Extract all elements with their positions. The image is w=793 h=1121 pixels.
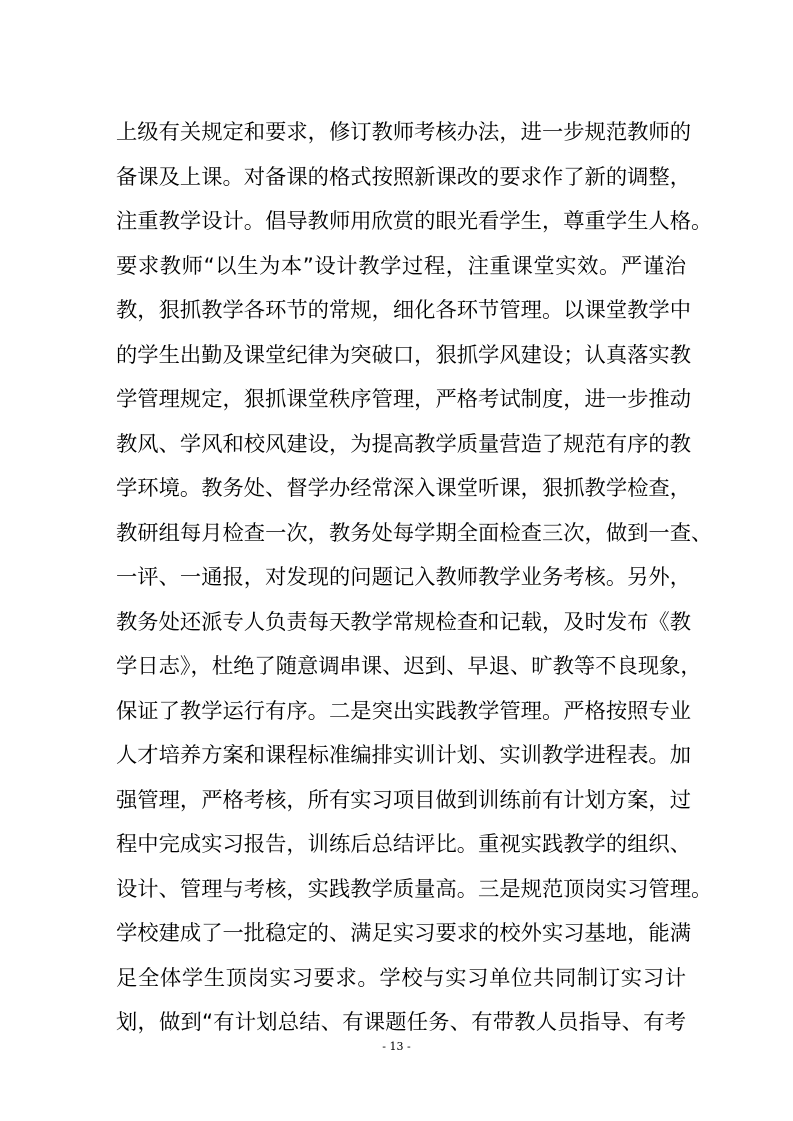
text-line: 学环境。教务处、督学办经常深入课堂听课，狠抓教学检查， (116, 476, 692, 501)
text-line: 保证了教学运行有序。二是突出实践教学管理。严格按照专业 (116, 698, 692, 724)
text-line: 上级有关规定和要求，修订教师考核办法，进一步规范教师的 (116, 120, 692, 145)
text-line: 学管理规定，狠抓课堂秩序管理，严格考试制度，进一步推动 (116, 387, 692, 412)
text-line: 要求教师“以生为本”设计教学过程，注重课堂实效。严谨治 (116, 253, 686, 279)
text-line: 学校建成了一批稳定的、满足实习要求的校外实习基地，能满 (116, 921, 692, 946)
text-line: 备课及上课。对备课的格式按照新课改的要求作了新的调整， (116, 164, 692, 190)
page-number: - 13 - (382, 1040, 411, 1053)
text-line: 程中完成实习报告，训练后总结评比。重视实践教学的组织、 (116, 832, 692, 857)
text-line: 的学生出勤及课堂纪律为突破口，狠抓学风建设；认真落实教 (116, 342, 692, 368)
text-line: 学日志》，杜绝了随意调串课、迟到、早退、旷教等不良现象， (116, 654, 702, 679)
text-line: 教研组每月检查一次，教务处每学期全面检查三次，做到一查、 (116, 520, 713, 546)
text-line: 人才培养方案和课程标准编排实训计划、实训教学进程表。加 (116, 743, 692, 768)
text-line: 教务处还派专人负责每天教学常规检查和记载，及时发布《教 (116, 609, 692, 635)
text-line: 注重教学设计。倡导教师用欣赏的眼光看学生，尊重学生人格。 (116, 209, 713, 234)
text-line: 设计、管理与考核，实践教学质量高。三是规范顶岗实习管理。 (116, 876, 713, 902)
body-paragraph (116, 111, 713, 1046)
text-line: 划，做到“有计划总结、有课题任务、有带教人员指导、有考 (116, 1010, 686, 1035)
text-line: 强管理，严格考核，所有实习项目做到训练前有计划方案，过 (116, 787, 692, 813)
text-line: 教，狠抓教学各环节的常规，细化各环节管理。以课堂教学中 (116, 298, 692, 323)
text-line: 足全体学生顶岗实习要求。学校与实习单位共同制订实习计 (116, 965, 686, 991)
text-line: 教风、学风和校风建设，为提高教学质量营造了规范有序的教 (116, 431, 692, 457)
text-line: 一评、一通报，对发现的问题记入教师教学业务考核。另外， (116, 565, 692, 590)
